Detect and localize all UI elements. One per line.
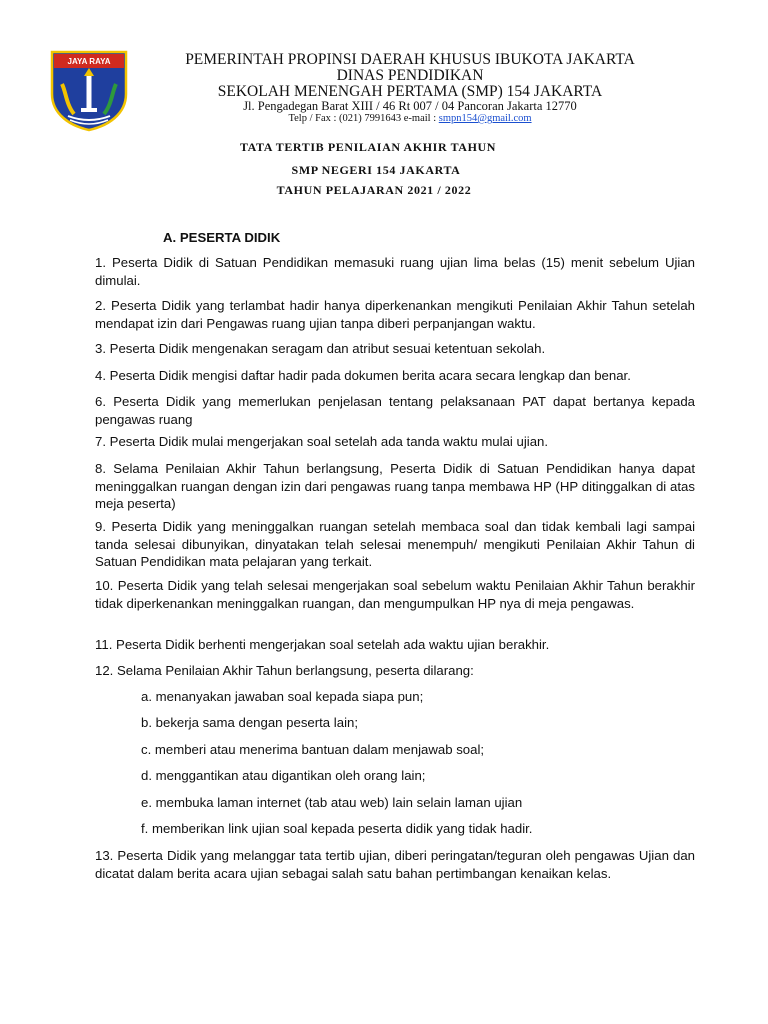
letterhead-department: DINAS PENDIDIKAN	[336, 67, 484, 84]
logo-banner: JAYA RAYA	[67, 57, 111, 66]
prohibition-b: b. bekerja sama dengan peserta lain;	[141, 715, 359, 730]
document-year: TAHUN PELAJARAN 2021 / 2022	[276, 183, 472, 197]
prohibition-a: a. menanyakan jawaban soal kepada siapa pun;	[141, 689, 424, 704]
rule-12: 12. Selama Penilaian Akhir Tahun berlangsung, peserta dilarang:	[95, 663, 474, 678]
letterhead-contact	[150, 113, 670, 124]
rule-4: 4. Peserta Didik mengisi daftar hadir pada dokumen berita acara secara lengkap dan benar.	[95, 368, 631, 383]
letterhead-school: SEKOLAH MENENGAH PERTAMA (SMP) 154 JAKARTA	[217, 83, 603, 100]
rule-9: 9. Peserta Didik yang meninggalkan ruangan setelah membaca soal dan tidak kembali lagi sampai tanda selesai dibunyikan, dinyatakan telah selesai menempuh/ mengikuti Penilaian Akhir Tahun di Satuan Pendidikan mata pelajaran yang terkait.	[95, 519, 695, 569]
rule-1: 1. Peserta Didik di Satuan Pendidikan memasuki ruang ujian lima belas (15) menit sebelum Ujian dimulai.	[95, 255, 695, 288]
letterhead-government: PEMERINTAH PROPINSI DAERAH KHUSUS IBUKOTA JAKARTA	[185, 51, 635, 68]
rule-10: 10. Peserta Didik yang telah selesai mengerjakan soal sebelum waktu Penilaian Akhir Tahun berakhir tidak diperkenankan meninggalkan ruangan, dan mengumpulkan HP nya di meja pengawas.	[95, 578, 695, 611]
jakarta-crest-logo	[48, 48, 130, 132]
section-heading: A. PESERTA DIDIK	[163, 230, 281, 245]
prohibition-e: e. membuka laman internet (tab atau web) lain selain laman ujian	[141, 795, 523, 810]
rule-6: 6. Peserta Didik yang memerlukan penjelasan tentang pelaksanaan PAT dapat bertanya kepada pengawas ruang	[95, 394, 695, 427]
rule-3: 3. Peserta Didik mengenakan seragam dan atribut sesuai ketentuan sekolah.	[95, 341, 546, 356]
rule-2: 2. Peserta Didik yang terlambat hadir hanya diperkenankan mengikuti Penilaian Akhir Tahun setelah mendapat izin dari Pengawas ruang ujian tanpa diberi perpanjangan waktu.	[95, 298, 695, 331]
prohibition-c: c. memberi atau menerima bantuan dalam menjawab soal;	[141, 742, 485, 757]
rule-7: 7. Peserta Didik mulai mengerjakan soal setelah ada tanda waktu mulai ujian.	[95, 434, 549, 449]
prohibition-d: d. menggantikan atau digantikan oleh orang lain;	[141, 768, 426, 783]
contact-phone: Telp / Fax : (021) 7991643 e-mail :	[288, 113, 439, 124]
rule-13: 13. Peserta Didik yang melanggar tata tertib ujian, diberi peringatan/teguran oleh pengawas Ujian dan dicatat dalam berita acara ujian sebagai salah satu bahan pertimbangan kenaikan kelas.	[95, 848, 695, 881]
document-title: TATA TERTIB PENILAIAN AKHIR TAHUN	[239, 140, 497, 154]
email-link[interactable]: smpn154@gmail.com	[438, 113, 532, 124]
rule-8: 8. Selama Penilaian Akhir Tahun berlangsung, Peserta Didik di Satuan Pendidikan hanya dapat meninggalkan ruangan dengan izin dari pengawas ruang tanpa membawa HP (HP ditinggalkan di atas meja peserta)	[95, 461, 695, 511]
letterhead-address: Jl. Pengadegan Barat XIII / 46 Rt 007 / 04 Pancoran Jakarta 12770	[243, 99, 577, 113]
rule-11: 11. Peserta Didik berhenti mengerjakan soal setelah ada waktu ujian berakhir.	[95, 637, 550, 652]
prohibition-f: f. memberikan link ujian soal kepada peserta didik yang tidak hadir.	[141, 821, 533, 836]
document-school: SMP NEGERI 154 JAKARTA	[291, 163, 461, 177]
